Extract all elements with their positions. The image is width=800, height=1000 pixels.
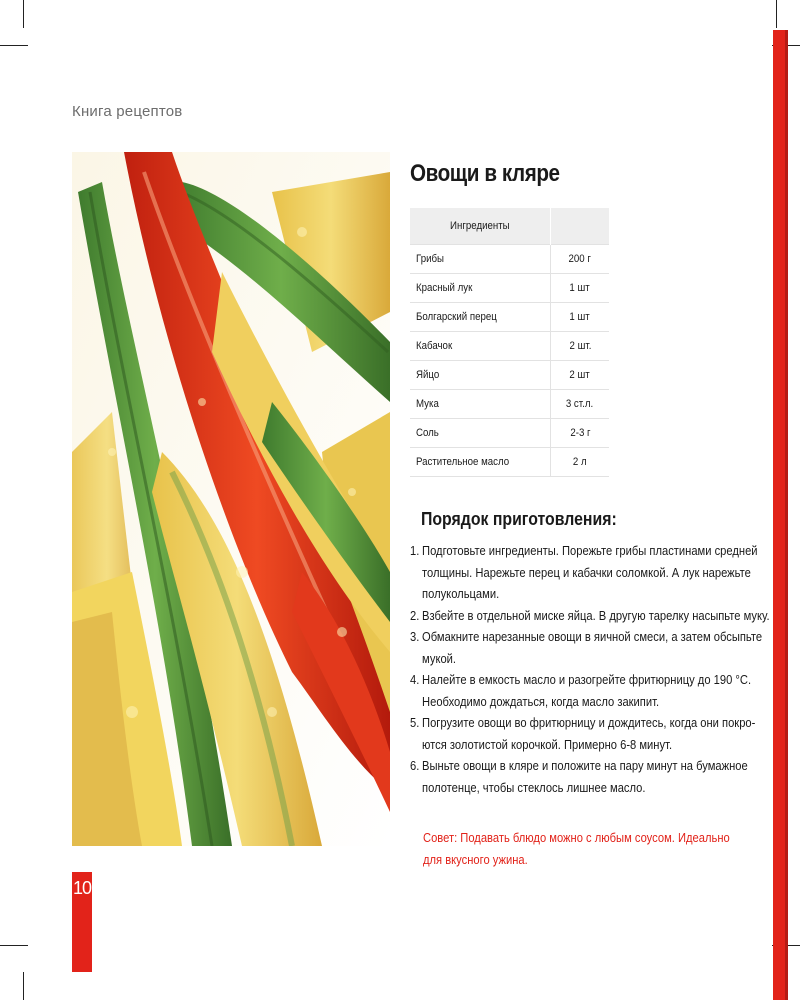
ingredient-qty: 3 ст.л. xyxy=(566,398,594,410)
step-text: Подготовьте ингредиенты. Порежьте грибы пластинами средней толщины. Нарежьте перец и кабачки соломкой. А лук нарежьте полукольцами. xyxy=(422,543,758,601)
step-number: 1. xyxy=(410,543,420,558)
crop-mark xyxy=(776,0,777,28)
page-number: 10 xyxy=(72,872,92,972)
serving-tip: Совет: Подавать блюдо можно с любым соусом. Идеально для вкусного ужина. xyxy=(423,830,730,867)
step-text: Обмакните нарезанные овощи в яичной смеси, а затем обсыпьте мукой. xyxy=(422,629,763,666)
ingredient-name: Растительное масло xyxy=(416,456,510,468)
table-row xyxy=(410,390,609,419)
list-item xyxy=(410,540,780,605)
book-title: Книга рецептов xyxy=(72,103,183,120)
list-item xyxy=(410,755,780,798)
table-row xyxy=(410,361,609,390)
edge-accent-shadow xyxy=(785,30,788,1000)
step-text: Налейте в емкость масло и разогрейте фритюрницу до 190 °С. Необходимо дождаться, когда масло закипит. xyxy=(422,672,752,709)
ingredient-qty: 200 г xyxy=(568,253,592,265)
step-text: Выньте овощи в кляре и положите на пару минут на бумажное полотенце, чтобы стеклось лишнее масло. xyxy=(422,758,748,795)
recipe-title: Овощи в кляре xyxy=(410,160,560,187)
step-number: 6. xyxy=(410,758,420,773)
step-number: 5. xyxy=(410,715,420,730)
recipe-photo xyxy=(72,152,390,846)
step-text: Погрузите овощи во фритюрницу и дождитесь, когда они покро-ются золотистой корочкой. Примерно 6-8 минут. xyxy=(422,715,756,752)
ingredient-name: Кабачок xyxy=(416,340,453,352)
ingredient-name: Яйцо xyxy=(416,369,440,381)
quantity-header xyxy=(551,208,610,245)
ingredient-name: Соль xyxy=(416,427,439,439)
table-row xyxy=(410,303,609,332)
ingredient-name: Болгарский перец xyxy=(416,311,497,323)
step-number: 4. xyxy=(410,672,420,687)
steps-list xyxy=(410,540,770,798)
ingredient-qty: 2 л xyxy=(573,456,587,468)
crop-mark xyxy=(23,972,24,1000)
ingredients-table xyxy=(410,208,609,477)
crop-mark xyxy=(0,45,28,46)
ingredient-qty: 1 шт xyxy=(569,311,591,323)
table-header-row xyxy=(410,208,609,245)
ingredient-name: Грибы xyxy=(416,253,444,265)
step-text: Взбейте в отдельной миске яйца. В другую тарелку насыпьте муку. xyxy=(422,607,770,623)
ingredients-header: Ингредиенты xyxy=(410,208,551,245)
steps-title: Порядок приготовления: xyxy=(421,509,617,529)
ingredient-qty: 2 шт. xyxy=(569,340,591,352)
ingredient-name: Мука xyxy=(416,398,439,410)
table-row xyxy=(410,274,609,303)
list-item xyxy=(410,626,780,669)
crop-mark xyxy=(23,0,24,28)
table-row xyxy=(410,419,609,448)
crop-mark xyxy=(0,945,28,946)
edge-accent-bar xyxy=(773,30,785,1000)
ingredient-qty: 1 шт xyxy=(569,282,591,294)
step-number: 2. xyxy=(410,607,420,623)
table-row xyxy=(410,332,609,361)
table-row xyxy=(410,245,609,274)
table-row xyxy=(410,448,609,477)
ingredient-qty: 2-3 г xyxy=(569,427,591,439)
list-item xyxy=(410,669,780,712)
ingredient-name: Красный лук xyxy=(416,282,473,294)
step-number: 3. xyxy=(410,629,420,644)
list-item xyxy=(410,712,780,755)
list-item xyxy=(410,605,780,627)
ingredient-qty: 2 шт xyxy=(569,369,591,381)
